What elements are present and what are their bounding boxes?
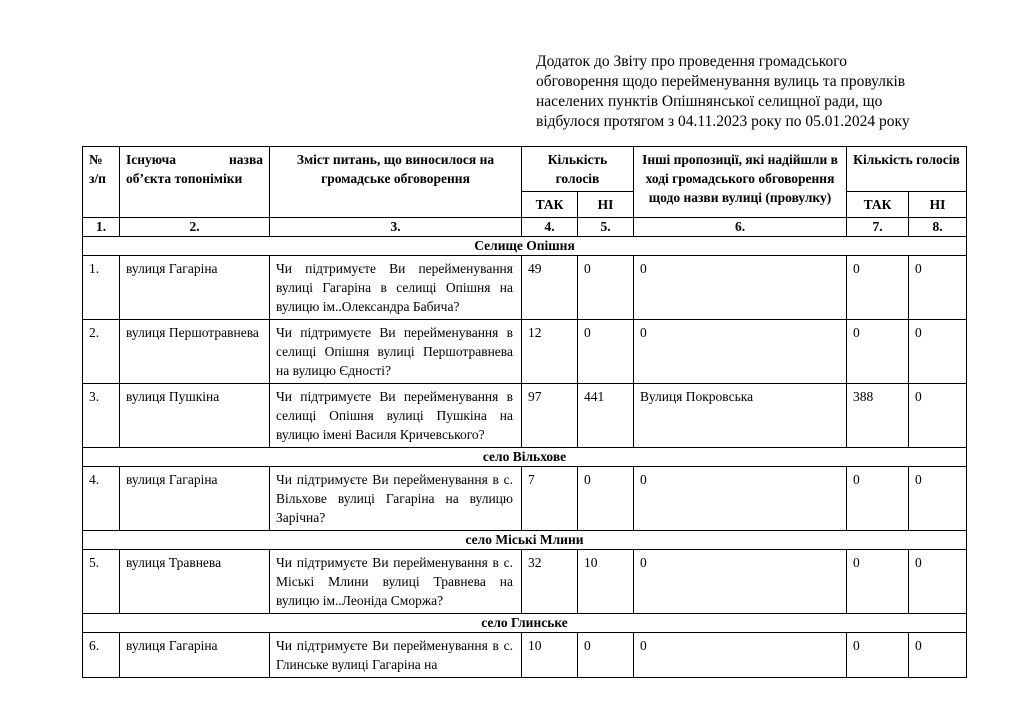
row-number: 4. — [83, 467, 120, 531]
no-votes-2-cell: 0 — [909, 550, 967, 614]
section-title: село Глинське — [83, 614, 967, 633]
no-votes-cell: 0 — [578, 320, 634, 384]
header-note-line: населених пунктів Опішнянської селищної ради, що — [536, 93, 883, 110]
question-cell: Чи підтримуєте Ви перейменування вулиці Гагаріна в селищі Опішня на вулицю ім..Олександра Бабича? — [270, 256, 522, 320]
header-votes-2: Кількість голосів — [847, 147, 967, 192]
section-row — [83, 531, 967, 550]
table-row — [83, 467, 967, 531]
column-number-row — [83, 218, 967, 237]
yes-votes-2-cell: 0 — [847, 320, 909, 384]
yes-votes-cell: 10 — [522, 633, 578, 678]
table-row — [83, 550, 967, 614]
no-votes-2-cell: 0 — [909, 256, 967, 320]
header-note-line: відбулося протягом з 04.11.2023 року по 05.01.2024 року — [536, 113, 910, 130]
no-votes-cell: 0 — [578, 633, 634, 678]
section-title: село Міські Млини — [83, 531, 967, 550]
yes-votes-2-cell: 0 — [847, 633, 909, 678]
other-proposal-cell: Вулиця Покровська — [634, 384, 847, 448]
header-content: Зміст питань, що виносилося на громадське обговорення — [270, 147, 522, 218]
other-proposal-cell: 0 — [634, 320, 847, 384]
header-topo-line2: об’єкта топоніміки — [126, 171, 243, 186]
section-row — [83, 614, 967, 633]
no-votes-2-cell: 0 — [909, 320, 967, 384]
column-number: 5. — [578, 218, 634, 237]
column-number: 7. — [847, 218, 909, 237]
table-row — [83, 256, 967, 320]
table-row — [83, 633, 967, 678]
other-proposal-cell: 0 — [634, 633, 847, 678]
yes-votes-2-cell: 0 — [847, 467, 909, 531]
other-proposal-cell: 0 — [634, 256, 847, 320]
table-header-row — [83, 147, 967, 192]
column-number: 1. — [83, 218, 120, 237]
yes-votes-cell: 49 — [522, 256, 578, 320]
yes-votes-cell: 32 — [522, 550, 578, 614]
votes-table — [82, 146, 967, 678]
header-yes-1: ТАК — [522, 192, 578, 218]
street-name-cell: вулиця Гагаріна — [120, 467, 270, 531]
row-number: 1. — [83, 256, 120, 320]
header-num: № з/п — [83, 147, 120, 218]
column-number: 4. — [522, 218, 578, 237]
column-number: 2. — [120, 218, 270, 237]
street-name-cell: вулиця Гагаріна — [120, 256, 270, 320]
row-number: 2. — [83, 320, 120, 384]
question-cell: Чи підтримуєте Ви перейменування в с. Глинське вулиці Гагаріна на — [270, 633, 522, 678]
section-row — [83, 448, 967, 467]
street-name-cell: вулиця Травнева — [120, 550, 270, 614]
header-note-line: Додаток до Звіту про проведення громадського — [536, 53, 847, 70]
other-proposal-cell: 0 — [634, 467, 847, 531]
no-votes-2-cell: 0 — [909, 633, 967, 678]
header-topo-line1 — [126, 150, 263, 169]
street-name-cell: вулиця Пушкіна — [120, 384, 270, 448]
no-votes-cell: 10 — [578, 550, 634, 614]
street-name-cell: вулиця Гагаріна — [120, 633, 270, 678]
section-title: Селище Опішня — [83, 237, 967, 256]
header-topo-word: назва — [229, 152, 263, 167]
no-votes-cell: 441 — [578, 384, 634, 448]
column-number: 6. — [634, 218, 847, 237]
header-other-proposals: Інші пропозиції, які надійшли в ході громадського обговорення щодо назви вулиці (провулку) — [634, 147, 847, 218]
question-cell: Чи підтримуєте Ви перейменування в селищі Опішня вулиці Першотравнева на вулицю Єдності? — [270, 320, 522, 384]
question-cell: Чи підтримуєте Ви перейменування в с. Міські Млини вулиці Травнева на вулицю ім..Леоніда Сморжа? — [270, 550, 522, 614]
header-topo-word: Існуюча — [126, 152, 176, 167]
no-votes-cell: 0 — [578, 256, 634, 320]
yes-votes-cell: 97 — [522, 384, 578, 448]
no-votes-2-cell: 0 — [909, 467, 967, 531]
header-yes-2: ТАК — [847, 192, 909, 218]
yes-votes-2-cell: 0 — [847, 256, 909, 320]
table-row — [83, 384, 967, 448]
header-no-2: НІ — [909, 192, 967, 218]
yes-votes-cell: 12 — [522, 320, 578, 384]
header-note-line: обговорення щодо перейменування вулиць та провулків — [536, 73, 906, 90]
table-body — [83, 218, 967, 678]
column-number: 8. — [909, 218, 967, 237]
question-cell: Чи підтримуєте Ви перейменування в селищі Опішня вулиці Пушкіна на вулицю імені Василя Кричевського? — [270, 384, 522, 448]
header-note — [536, 52, 956, 132]
yes-votes-2-cell: 388 — [847, 384, 909, 448]
row-number: 6. — [83, 633, 120, 678]
row-number: 3. — [83, 384, 120, 448]
no-votes-cell: 0 — [578, 467, 634, 531]
header-votes-1: Кількість голосів — [522, 147, 634, 192]
section-row — [83, 237, 967, 256]
street-name-cell: вулиця Першотравнева — [120, 320, 270, 384]
header-topo — [120, 147, 270, 218]
table-row — [83, 320, 967, 384]
other-proposal-cell: 0 — [634, 550, 847, 614]
no-votes-2-cell: 0 — [909, 384, 967, 448]
question-cell: Чи підтримуєте Ви перейменування в с. Вільхове вулиці Гагаріна на вулицю Зарічна? — [270, 467, 522, 531]
column-number: 3. — [270, 218, 522, 237]
section-title: село Вільхове — [83, 448, 967, 467]
yes-votes-cell: 7 — [522, 467, 578, 531]
yes-votes-2-cell: 0 — [847, 550, 909, 614]
row-number: 5. — [83, 550, 120, 614]
header-no-1: НІ — [578, 192, 634, 218]
